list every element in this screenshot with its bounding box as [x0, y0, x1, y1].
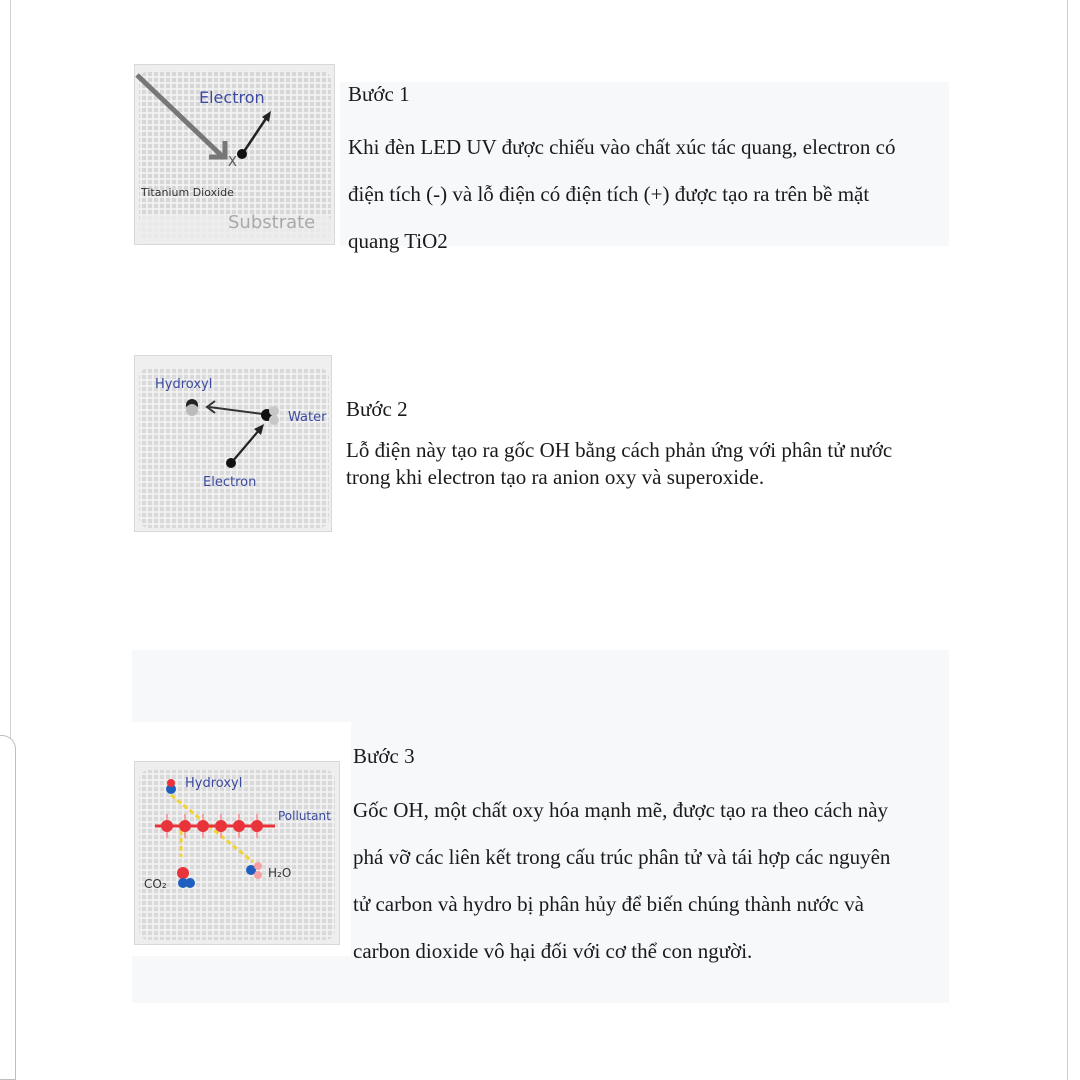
step-3-line: tử carbon và hydro bị phân hủy để biến chúng thành nước và [353, 892, 864, 916]
step-1-line: Khi đèn LED UV được chiếu vào chất xúc tác quang, electron có [348, 135, 896, 159]
water-label: Water [288, 410, 327, 425]
h2o-label: H₂O [268, 866, 292, 880]
hydroxyl-label: Hydroxyl [185, 776, 243, 791]
electron-label: Electron [199, 88, 265, 107]
step-1-title: Bước 1 [348, 82, 410, 106]
step-3-line: Gốc OH, một chất oxy hóa mạnh mẽ, được tạo ra theo cách này [353, 798, 889, 822]
co2-label: CO₂ [144, 877, 167, 891]
step-1-illustration [134, 64, 335, 245]
pollutant-label: Pollutant [278, 809, 331, 823]
step-3-illustration [134, 761, 340, 945]
step-3-description [353, 787, 890, 975]
electron-label: Electron [203, 475, 257, 490]
step-2-description [346, 437, 892, 491]
step-2-illustration [134, 355, 332, 532]
step-3-line: phá vỡ các liên kết trong cấu trúc phân tử và tái hợp các nguyên [353, 845, 891, 869]
hydroxyl-label: Hydroxyl [155, 377, 213, 392]
step-1-description [348, 124, 896, 265]
step-1-line: quang TiO2 [348, 229, 448, 253]
step-3-title: Bước 3 [353, 744, 415, 768]
step-3-line: carbon dioxide vô hại đối với cơ thể con người. [353, 939, 753, 963]
substrate-label: Substrate [228, 212, 316, 233]
step-2-line: trong khi electron tạo ra anion oxy và superoxide. [346, 465, 765, 489]
page-edge-decoration [0, 735, 16, 1080]
cross-marker: X [228, 155, 237, 170]
step-1-line: điện tích (-) và lỗ điện có điện tích (+) được tạo ra trên bề mặt [348, 182, 870, 206]
step-2-title: Bước 2 [346, 397, 408, 421]
titanium-dioxide-label: Titanium Dioxide [141, 186, 234, 199]
step-2-line: Lỗ điện này tạo ra gốc OH bằng cách phản ứng với phân tử nước [346, 438, 893, 462]
